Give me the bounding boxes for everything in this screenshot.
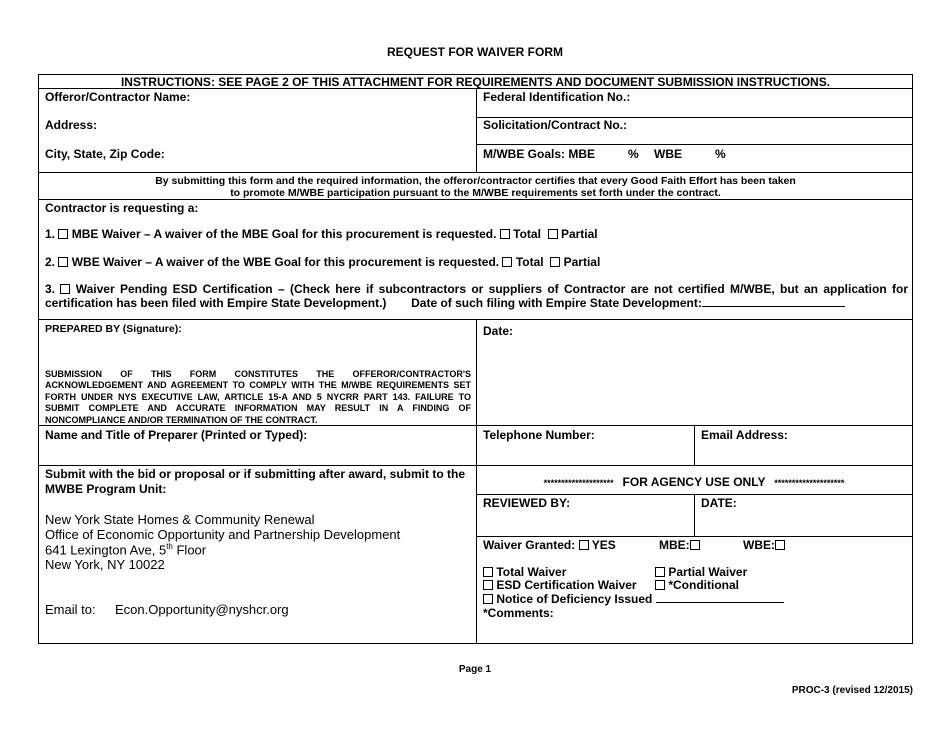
reviewed-by-label: REVIEWED BY: <box>483 496 571 510</box>
deficiency-option <box>483 592 784 606</box>
submit-instructions-1: Submit with the bid or proposal or if submitting after award, submit to the <box>45 467 466 481</box>
waiver-granted-row <box>483 538 616 552</box>
mbe-percent: % <box>628 147 639 161</box>
item-number: 2. <box>45 255 56 269</box>
divider <box>476 144 912 145</box>
mwbe-goals-label: M/WBE Goals: MBE <box>483 147 596 161</box>
agency-use-label: FOR AGENCY USE ONLY <box>622 475 766 489</box>
partial-waiver-option <box>655 565 747 579</box>
esd-waiver-text-2: certification has been filed with Empire State Development.) <box>45 296 387 310</box>
wbe-waiver-row <box>45 255 600 269</box>
mbe-waiver-checkbox[interactable] <box>58 229 68 239</box>
esd-cert-waiver-checkbox[interactable] <box>483 580 493 590</box>
total-waiver-checkbox[interactable] <box>483 567 493 577</box>
telephone-label: Telephone Number: <box>483 428 595 442</box>
waiver-form <box>38 74 913 644</box>
street-floor: Floor <box>172 542 207 558</box>
conditional-checkbox[interactable] <box>655 580 665 590</box>
esd-cert-waiver-option <box>483 578 637 592</box>
request-heading: Contractor is requesting a: <box>45 201 199 215</box>
partial-label: Partial <box>560 227 598 241</box>
wbe-granted-label: WBE: <box>743 538 775 552</box>
column-divider <box>694 494 695 536</box>
partial-waiver-label: Partial Waiver <box>668 565 748 579</box>
comments-label: *Comments: <box>483 606 554 620</box>
org-street <box>45 542 206 557</box>
total-label: Total <box>515 255 544 269</box>
submission-email[interactable]: Econ.Opportunity@nyshcr.org <box>115 602 289 617</box>
mbe-granted <box>659 538 700 552</box>
total-waiver-option <box>483 565 566 579</box>
wbe-granted <box>743 538 785 552</box>
wbe-partial-checkbox[interactable] <box>550 257 560 267</box>
offeror-name-label: Offeror/Contractor Name: <box>45 90 191 104</box>
conditional-label: *Conditional <box>668 578 740 592</box>
federal-id-label: Federal Identification No.: <box>483 90 631 104</box>
stars-left: ******************** <box>543 478 614 488</box>
stars-right: ******************** <box>774 478 845 488</box>
total-label: Total <box>513 227 541 241</box>
esd-waiver-checkbox[interactable] <box>60 284 70 294</box>
divider <box>39 199 912 200</box>
column-divider <box>694 425 695 465</box>
wbe-granted-checkbox[interactable] <box>775 540 785 550</box>
esd-waiver-row <box>45 282 908 296</box>
page-title: REQUEST FOR WAIVER FORM <box>386 45 563 59</box>
mbe-partial-checkbox[interactable] <box>548 229 558 239</box>
email-to-label: Email to: <box>45 602 96 617</box>
item-number: 3. <box>45 282 56 296</box>
total-waiver-label: Total Waiver <box>496 565 567 579</box>
preparer-name-label: Name and Title of Preparer (Printed or Typed): <box>45 428 308 442</box>
conditional-option <box>655 578 739 592</box>
form-revision-id: PROC-3 (revised 12/2015) <box>791 685 913 696</box>
mbe-granted-label: MBE: <box>659 538 690 552</box>
compliance-notice: SUBMISSION OF THIS FORM CONSTITUTES THE OFFEROR/CONTRACTOR'S ACKNOWLEDGEMENT AND AGREEMENT TO COMPLY WITH THE M/WBE REQUIREMENTS SET FORTH UNDER NYS EXECUTIVE LAW, ARTICLE 15-A AND 5 NYCRR PART 143. FAILURE TO SUBMIT COMPLETE AND ACCURATE INFORMATION MAY RESULT IN A FINDING OF NONCOMPLIANCE AND/OR TERMINATION OF THE CONTRACT. <box>45 369 471 425</box>
page-number: Page 1 <box>458 664 492 675</box>
partial-waiver-checkbox[interactable] <box>655 567 665 577</box>
street-superscript: th <box>166 542 173 551</box>
submit-instructions-2: MWBE Program Unit: <box>45 482 167 496</box>
wbe-waiver-text: WBE Waiver – A waiver of the WBE Goal for this procurement is requested. <box>71 255 500 269</box>
prepared-by-label: PREPARED BY (Signature): <box>45 323 182 335</box>
wbe-percent: % <box>715 147 726 161</box>
review-date-label: DATE: <box>701 496 737 510</box>
date-label: Date: <box>483 324 514 338</box>
address-label: Address: <box>45 118 98 132</box>
certification-line-1: By submitting this form and the required information, the offeror/contractor certifies that every Good Faith Effort has been taken <box>155 175 796 187</box>
agency-use-header <box>476 473 912 491</box>
wbe-total-checkbox[interactable] <box>502 257 512 267</box>
deficiency-label: Notice of Deficiency Issued <box>496 592 653 606</box>
waiver-granted-label: Waiver Granted: <box>483 538 576 552</box>
mbe-waiver-row <box>45 227 598 241</box>
email-address-label: Email Address: <box>701 428 788 442</box>
street-text: 641 Lexington Ave, 5 <box>45 542 167 558</box>
mbe-granted-checkbox[interactable] <box>690 540 700 550</box>
column-divider <box>476 88 477 172</box>
partial-label: Partial <box>563 255 601 269</box>
yes-checkbox[interactable] <box>579 540 589 550</box>
deficiency-field[interactable] <box>656 592 784 603</box>
instructions-banner: INSTRUCTIONS: SEE PAGE 2 OF THIS ATTACHMENT FOR REQUIREMENTS AND DOCUMENT SUBMISSION INSTRUCTIONS. <box>120 75 831 89</box>
filing-date-field[interactable] <box>702 296 845 307</box>
item-number: 1. <box>45 227 56 241</box>
wbe-waiver-checkbox[interactable] <box>58 257 68 267</box>
org-city: New York, NY 10022 <box>45 557 165 572</box>
esd-cert-waiver-label: ESD Certification Waiver <box>496 578 637 592</box>
esd-waiver-text: Waiver Pending ESD Certification – (Check here if subcontractors or suppliers of Contractor are not certified M/WBE, but an application for <box>75 282 909 296</box>
divider <box>39 172 912 173</box>
divider <box>476 536 912 537</box>
yes-label: YES <box>591 538 616 552</box>
org-name: New York State Homes & Community Renewal <box>45 512 315 527</box>
mbe-total-checkbox[interactable] <box>500 229 510 239</box>
solicitation-label: Solicitation/Contract No.: <box>483 118 627 132</box>
deficiency-checkbox[interactable] <box>483 594 493 604</box>
city-state-zip-label: City, State, Zip Code: <box>45 147 165 161</box>
mbe-waiver-text: MBE Waiver – A waiver of the MBE Goal for this procurement is requested. <box>71 227 497 241</box>
esd-waiver-row-2 <box>45 296 845 310</box>
certification-line-2: to promote M/WBE participation pursuant to the M/WBE requirements set forth under the contract. <box>230 187 721 199</box>
filing-date-label: Date of such filing with Empire State Development: <box>411 296 702 310</box>
wbe-label: WBE <box>654 147 682 161</box>
org-office: Office of Economic Opportunity and Partnership Development <box>45 527 401 542</box>
